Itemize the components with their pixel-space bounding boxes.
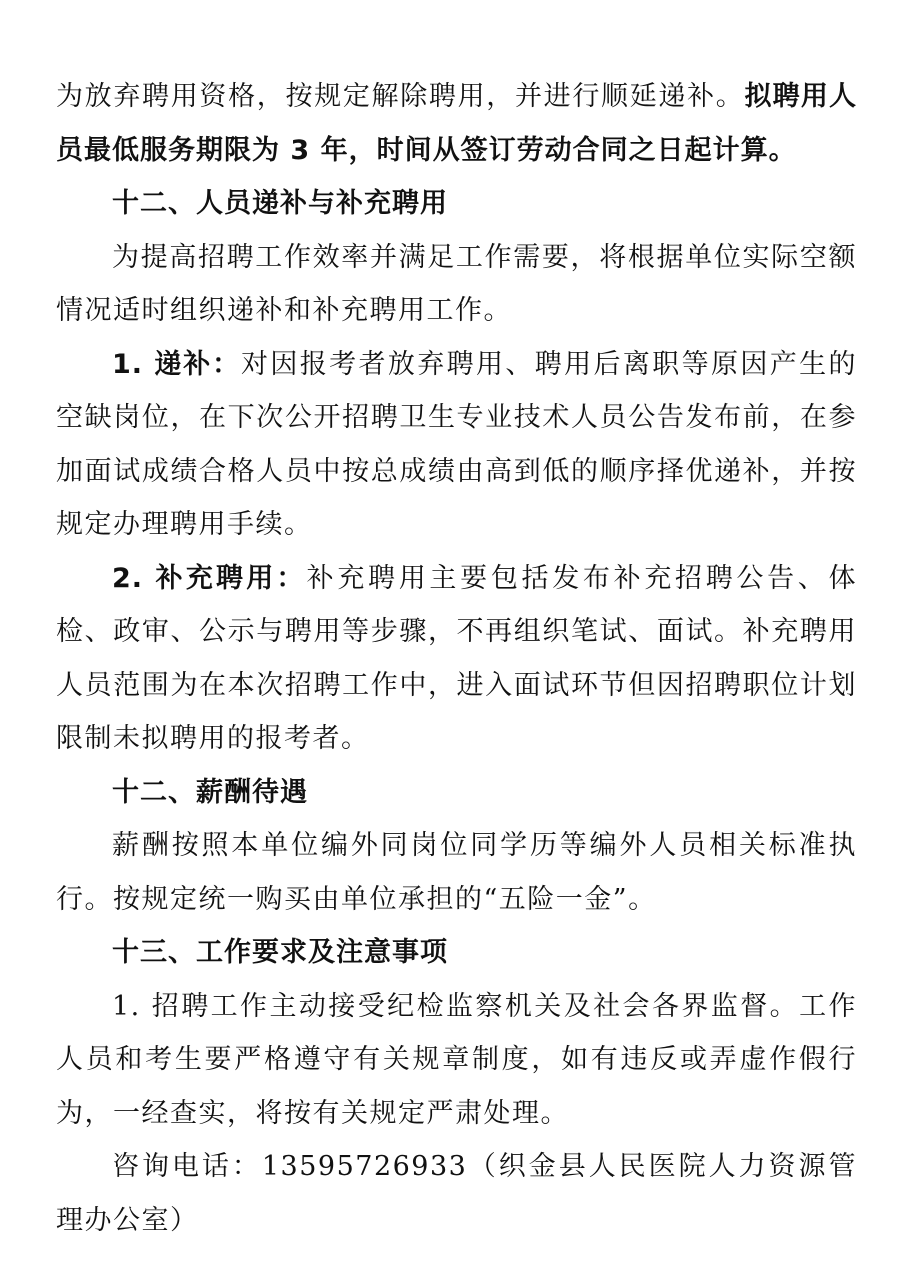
paragraph-supplementary-hiring	[56, 552, 857, 766]
section-heading-requirements: 十三、工作要求及注意事项	[112, 937, 448, 968]
paragraph-supervision: 1. 招聘工作主动接受纪检监察机关及社会各界监督。工作人员和考生要严格遵守有关规章制度，如有违反或弄虚作假行为，一经查实，将按有关规定严肃处理。	[56, 990, 857, 1129]
paragraph-substitution	[56, 338, 857, 552]
substitution-label: 1. 递补：	[112, 348, 241, 380]
supplementary-label: 2. 补充聘用：	[112, 562, 307, 594]
service-period-text: 拟聘用人员最低服务期限为 3 年，时间从签订劳动合同之日起计算。	[56, 81, 858, 166]
substitution-text: 对因报考者放弃聘用、聘用后离职等原因产生的空缺岗位，在下次公开招聘卫生专业技术人员公告发布前，在参加面试成绩合格人员中按总成绩由高到低的顺序择优递补，并按规定办理聘用手续。	[56, 348, 857, 540]
section-heading-salary: 十二、薪酬待遇	[112, 776, 308, 808]
supplementary-text: 补充聘用主要包括发布补充招聘公告、体检、政审、公示与聘用等步骤，不再组织笔试、面试。补充聘用人员范围为在本次招聘工作中，进入面试环节但因招聘职位计划限制未拟聘用的报考者。	[56, 562, 858, 754]
paragraph-replacement-intro: 为提高招聘工作效率并满足工作需要，将根据单位实际空额情况适时组织递补和补充聘用工作。	[56, 241, 857, 326]
section-heading-replacement: 十二、人员递补与补充聘用	[112, 188, 448, 219]
paragraph-dismissal	[56, 70, 857, 177]
dismissal-text: 为放弃聘用资格，按规定解除聘用，并进行顺延递补。	[56, 81, 745, 112]
paragraph-salary: 薪酬按照本单位编外同岗位同学历等编外人员相关标准执行。按规定统一购买由单位承担的“五险一金”。	[56, 830, 857, 915]
paragraph-contact: 咨询电话：13595726933（织金县人民医院人力资源管理办公室）	[56, 1151, 857, 1236]
